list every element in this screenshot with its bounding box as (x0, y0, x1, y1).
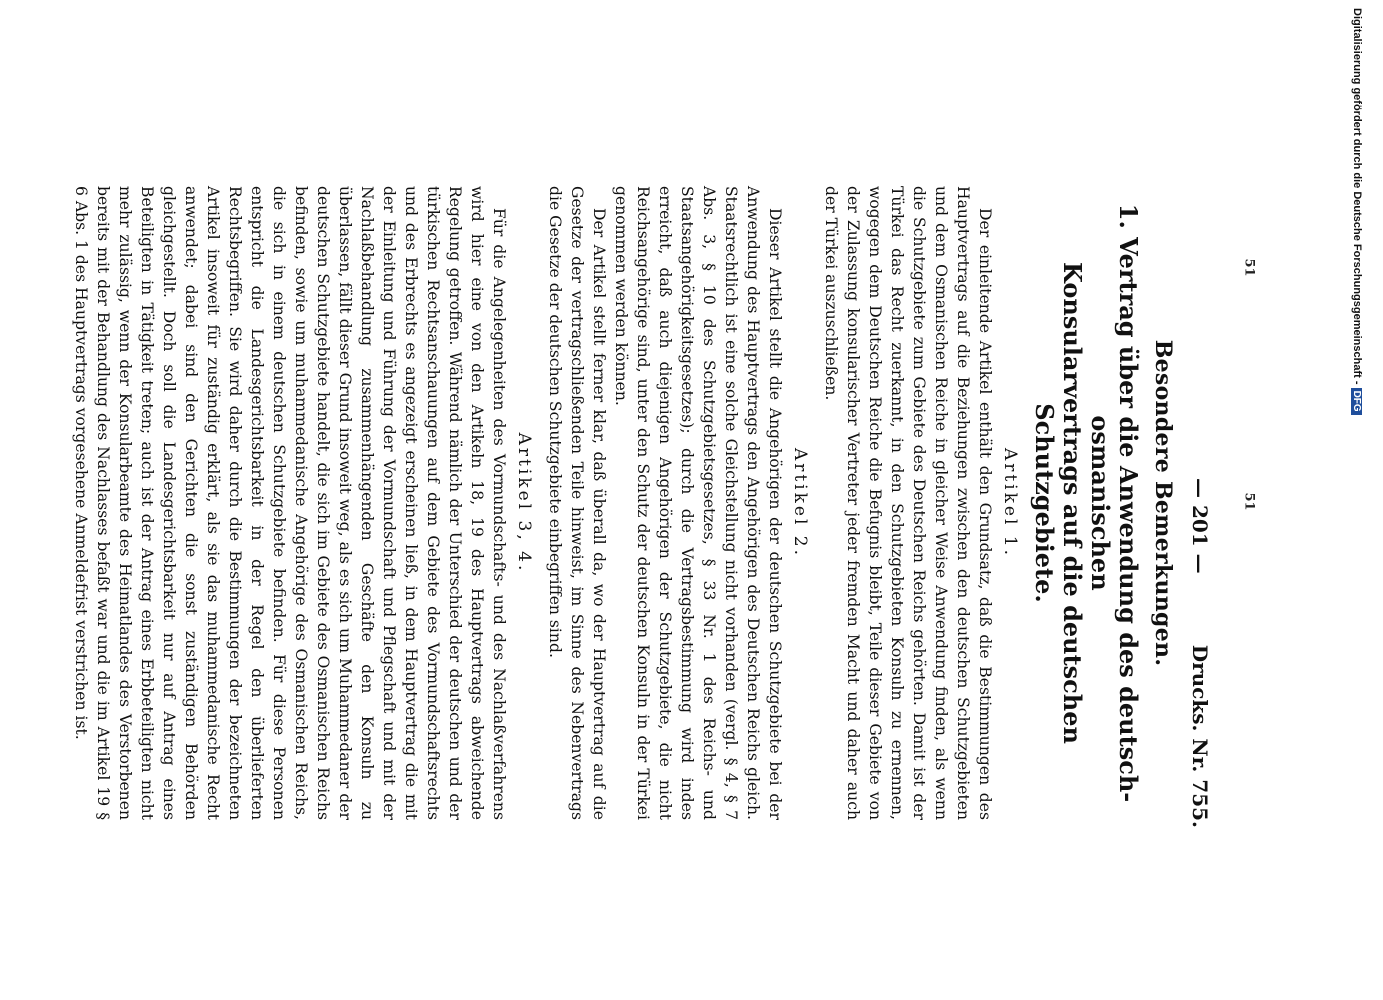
digitization-note (1347, 8, 1363, 988)
treaty-title-line-1: 1. Vertrag über die Anwendung des deutsch-osmanischen (1086, 203, 1143, 803)
margin-mark: 51 (1241, 258, 1257, 277)
article-1-heading: Artikel 1. (1000, 447, 1020, 559)
page-number: — 201 — (1188, 478, 1212, 574)
article-3-4-text: Für die Angelegenheiten des Vormundschafts- und des Nachlaßverfahrens wird hier eine von den Artikeln 18, 19 des Hauptvertrags abweichende Regelung getroffen. Während nämlich der Unterschied der deutschen und der türkischen Rechtsanschauungen auf dem Gebiete des Vormundschaftsrechts und des Erbrechts es angezeigt erscheinen ließ, in dem Hauptvertrag die mit der Einleitung und Führung der Vormundschaft und Pflegschaft und mit der Nachlaßbehandlung zusammenhängenden Geschäfte den Konsuln zu überlassen, fällt dieser Grund insoweit weg, als es sich um Muhammedaner der deutschen Schutzgebiete handelt, die sich im Gebiete des Osmanischen Reichs befinden, sowie um muhammedanische Angehörige des Osmanischen Reichs, die sich in einem deutschen Schutzgebiete befinden. Für diese Personen entspricht die Landesgerichtsbarkeit in der Regel den überlieferten Rechtsbegriffen. Sie wird daher durch die Bestimmungen der bezeichneten Artikel insoweit für zuständig erklärt, als sie das muhammedanische Recht anwendet; dabei sind den Gerichten die sonst zuständigen Behörden gleichgestellt. Doch soll die Landesgerichtsbarkeit nur auf Antrag eines Beteiligten in Tätigkeit treten; auch ist der Antrag eines Erbbeteiligten nicht mehr zulässig, wenn der Konsularbeamte des Heimatlandes des Verstorbenen bereits mit der Behandlung des Nachlasses befaßt war und die im Artikel 19 § 6 Abs. 1 des Hauptvertrags vorgesehene Anmeldefrist verstrichen ist. (72, 186, 508, 820)
drucksache-number: Drucks. Nr. 755. (1188, 644, 1212, 828)
article-1-text: Der einleitende Artikel enthält den Grundsatz, daß die Bestimmungen des Hauptvertrags auf die Beziehungen zwischen den deutschen Schutzgebieten und dem Osmanischen Reiche in gleicher Weise Anwendung finden, als wenn die Schutzgebiete zum Gebiete des Deutschen Reichs gehörten. Damit ist der Türkei das Recht zuerkannt, in den Schutzgebieten Konsuln zu ernennen, wogegen dem Deutschen Reiche die Befugnis bleibt, Teile dieser Gebiete von der Zulassung konsularischer Vertreter jeder fremden Macht und daher auch der Türkei auszuschließen. (822, 186, 994, 820)
article-2-text: Dieser Artikel stellt die Angehörigen der deutschen Schutzgebiete bei der Anwendung des Hauptvertrags den Angehörigen des Deutschen Reichs gleich. Staatsrechtlich ist eine solche Gleichstellung nicht vorhanden (vergl. § 4, § 7 Abs. 3, § 10 des Schutzgebietsgesetzes, § 33 Nr. 1 des Reichs- und Staatsangehörigkeitsgesetzes); durch die Vertragsbestimmung wird indes erreicht, daß auch diejenigen Angehörigen der Schutzgebiete, die nicht Reichsangehörige sind, unter den Schutz der deutschen Konsuln in der Türkei genommen werden können. (612, 186, 784, 820)
article-2-heading: Artikel 2. (790, 447, 810, 559)
section-title: Besondere Bemerkungen. (1150, 339, 1176, 667)
article-3-4-heading: Artikel 3, 4. (514, 432, 534, 574)
treaty-title-line-2: Konsularvertrags auf die deutschen Schutzgebiete. (1030, 262, 1087, 744)
page-header (1182, 178, 1212, 828)
rotated-document-page (72, 178, 1212, 828)
digitization-note-text: Digitalisierung gefördert durch die Deutsche Forschungsgemeinschaft - (1351, 8, 1363, 385)
margin-mark: 51 (1241, 492, 1257, 511)
treaty-title (1030, 178, 1142, 828)
article-2-text-2: Der Artikel stellt ferner klar, daß überall da, wo der Hauptvertrag auf die Gesetze der vertragschließenden Teile hinweist, im Sinne des Nebenvertrags die Gesetze der deutschen Schutzgebiete einbegriffen sind. (546, 186, 608, 820)
dfg-logo: DFG (1351, 388, 1362, 415)
